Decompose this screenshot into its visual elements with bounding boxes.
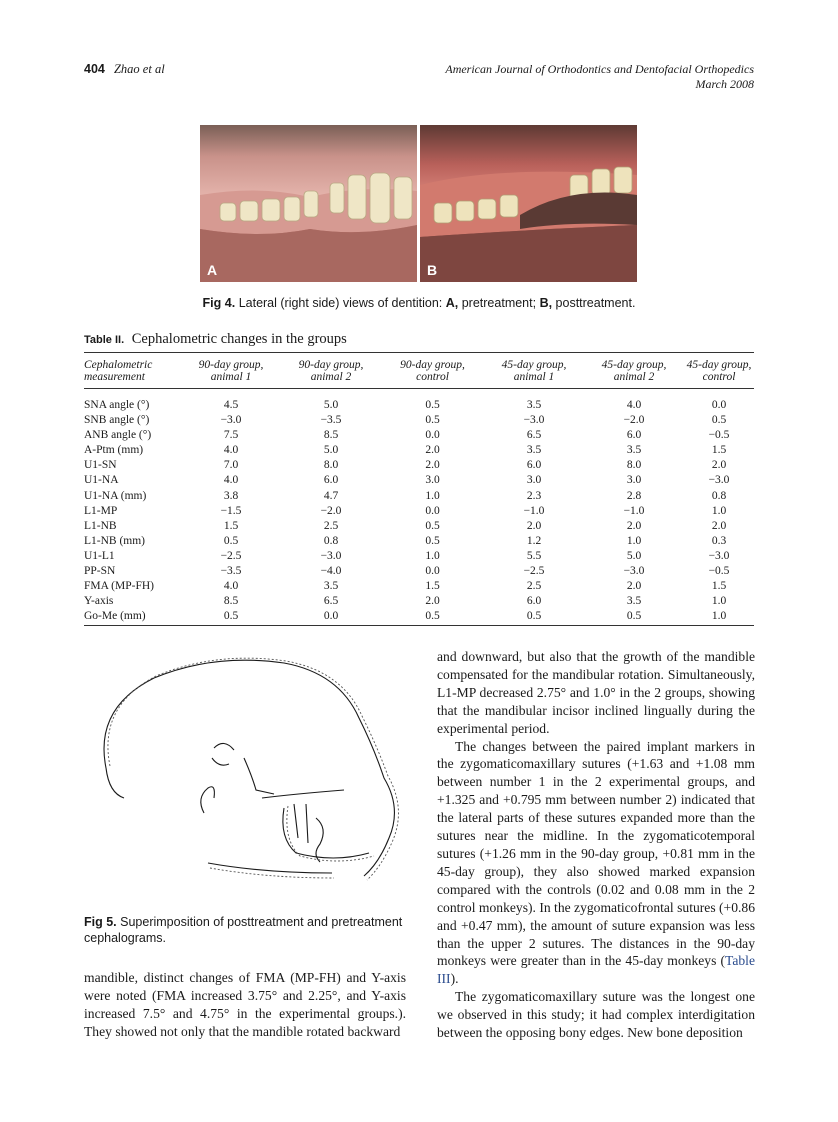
- value-cell: 6.5: [323, 595, 339, 608]
- table-row: [84, 594, 754, 609]
- measurement-label: U1-L1: [84, 549, 115, 562]
- table-caption: Cephalometric changes in the groups: [131, 331, 347, 347]
- table-header-cell: 45-day group, animal 2: [584, 353, 684, 389]
- table-reference-link[interactable]: Table III: [437, 953, 755, 987]
- cephalogram-superimposition: [84, 648, 404, 898]
- value-cell: 4.5: [223, 399, 239, 411]
- value-cell: 3.5: [626, 444, 642, 457]
- value-cell: 2.0: [526, 519, 542, 532]
- value-cell: 6.0: [323, 474, 339, 487]
- value-cell: 1.0: [684, 609, 754, 626]
- value-cell: 0.5: [711, 414, 727, 427]
- value-cell: 7.5: [223, 429, 239, 442]
- value-cell: 4.0: [223, 444, 239, 457]
- measurement-label: A-Ptm (mm): [84, 444, 144, 457]
- table-row: [84, 489, 754, 504]
- value-cell: 3.5: [526, 444, 542, 457]
- figure-4: [200, 125, 637, 282]
- value-cell: 4.0: [626, 399, 642, 411]
- table-header-cell: 90-day group, animal 2: [281, 353, 381, 389]
- measurement-label: U1-NA: [84, 474, 119, 487]
- paragraph: The zygomaticomaxillary suture was the longest one we observed in this study; it had complex interdigitation between the opposing bony edges. New bone deposition: [437, 989, 755, 1041]
- running-header-right: [445, 62, 754, 92]
- table-header-row: [84, 353, 754, 389]
- table-row: [84, 549, 754, 564]
- value-cell: −3.5: [320, 414, 342, 427]
- running-authors: Zhao et al: [113, 62, 165, 76]
- table-header-cell: 45-day group, animal 1: [484, 353, 584, 389]
- value-cell: −3.0: [220, 414, 242, 427]
- value-cell: 0.0: [281, 609, 381, 626]
- table-row: [84, 443, 754, 458]
- measurement-label: L1-NB (mm): [84, 534, 146, 547]
- value-cell: 1.0: [711, 504, 727, 517]
- table-body: [84, 389, 754, 626]
- measurement-label: SNB angle (°): [84, 414, 150, 427]
- measurement-label: U1-SN: [84, 459, 117, 472]
- figure-4-caption: Fig 4. Lateral (right side) views of dentition: A, pretreatment; B, posttreatment.: [202, 296, 636, 310]
- value-cell: 3.0: [425, 474, 440, 487]
- measurement-label: Y-axis: [84, 595, 114, 608]
- table-row: [84, 519, 754, 534]
- measurement-label: FMA (MP-FH): [84, 580, 154, 593]
- value-cell: −1.5: [220, 504, 242, 517]
- running-header-left: [84, 62, 165, 77]
- value-cell: 1.2: [526, 534, 542, 547]
- measurement-label: Go-Me (mm): [84, 609, 181, 626]
- value-cell: 1.5: [425, 580, 440, 593]
- value-cell: 2.0: [425, 595, 440, 608]
- value-cell: 2.3: [526, 489, 542, 502]
- value-cell: 7.0: [223, 459, 239, 472]
- value-cell: 0.5: [484, 609, 584, 626]
- table-row: [84, 609, 754, 626]
- value-cell: 0.5: [425, 519, 440, 532]
- value-cell: 0.5: [425, 414, 440, 427]
- value-cell: 3.8: [223, 489, 239, 502]
- measurement-label: ANB angle (°): [84, 429, 152, 442]
- value-cell: 2.0: [711, 519, 727, 532]
- value-cell: 1.0: [711, 595, 727, 608]
- value-cell: 2.5: [323, 519, 339, 532]
- value-cell: −2.5: [220, 549, 242, 562]
- value-cell: 8.5: [223, 595, 239, 608]
- panel-label-b: B: [427, 262, 438, 278]
- table-title: [84, 331, 347, 348]
- table-row: [84, 428, 754, 443]
- table-label: Table II.: [84, 334, 125, 346]
- value-cell: −1.0: [523, 504, 545, 517]
- value-cell: 1.0: [626, 534, 642, 547]
- value-cell: 6.0: [526, 459, 542, 472]
- value-cell: 2.0: [425, 444, 440, 457]
- value-cell: 8.0: [626, 459, 642, 472]
- value-cell: −1.0: [623, 504, 645, 517]
- value-cell: −3.0: [708, 549, 730, 562]
- value-cell: 3.5: [526, 399, 542, 411]
- cephalometric-table: [84, 352, 754, 626]
- figure-5-caption: Fig 5. Superimposition of posttreatment and pretreatment cephalograms.: [84, 915, 403, 945]
- value-cell: −4.0: [320, 565, 342, 578]
- panel-label-a: A: [207, 262, 218, 278]
- table-row: [84, 564, 754, 579]
- table-row: [84, 413, 754, 428]
- value-cell: 2.0: [626, 580, 642, 593]
- value-cell: 6.0: [626, 429, 642, 442]
- table-row: [84, 504, 754, 519]
- value-cell: 2.8: [626, 489, 642, 502]
- table-row: [84, 473, 754, 488]
- value-cell: 2.0: [425, 459, 440, 472]
- value-cell: 4.0: [223, 580, 239, 593]
- table-row: [84, 534, 754, 549]
- value-cell: 3.5: [323, 580, 339, 593]
- value-cell: 2.0: [711, 459, 727, 472]
- value-cell: −3.5: [220, 565, 242, 578]
- table-row: [84, 389, 754, 414]
- value-cell: 6.0: [526, 595, 542, 608]
- value-cell: −2.5: [523, 565, 545, 578]
- right-column-text: [437, 648, 755, 1042]
- table-row: [84, 579, 754, 594]
- value-cell: 0.5: [425, 534, 440, 547]
- value-cell: 0.5: [223, 534, 239, 547]
- journal-issue: March 2008: [695, 77, 754, 91]
- table-header-cell: 90-day group, control: [381, 353, 484, 389]
- value-cell: 8.0: [323, 459, 339, 472]
- measurement-label: SNA angle (°): [84, 399, 150, 411]
- value-cell: 3.0: [526, 474, 542, 487]
- left-column-text: [84, 969, 406, 1041]
- value-cell: −0.5: [708, 565, 730, 578]
- journal-title: American Journal of Orthodontics and Dentofacial Orthopedics: [445, 62, 754, 76]
- table-header-cell: 45-day group, control: [684, 353, 754, 389]
- value-cell: 1.0: [425, 549, 440, 562]
- value-cell: 3.0: [626, 474, 642, 487]
- table-row: [84, 458, 754, 473]
- value-cell: −3.0: [623, 565, 645, 578]
- dentition-photo-pretreatment: [200, 125, 417, 282]
- value-cell: −3.0: [523, 414, 545, 427]
- value-cell: 0.0: [425, 504, 440, 517]
- teeth-illustration-b: [420, 125, 637, 282]
- value-cell: 2.5: [526, 580, 542, 593]
- value-cell: 1.5: [711, 444, 727, 457]
- value-cell: 5.0: [323, 444, 339, 457]
- value-cell: 0.5: [381, 609, 484, 626]
- value-cell: 0.5: [584, 609, 684, 626]
- table-header-cell: 90-day group, animal 1: [181, 353, 281, 389]
- teeth-illustration-a: [200, 125, 417, 282]
- paragraph: mandible, distinct changes of FMA (MP-FH) and Y-axis were noted (FMA increased 3.75° and 2.25°, and Y-axis increased 7.5° and 4.75° in the experimental groups.). They showed not only that the mandible rotated backward: [84, 970, 406, 1039]
- value-cell: 0.0: [425, 429, 440, 442]
- value-cell: 6.5: [526, 429, 542, 442]
- value-cell: 8.5: [323, 429, 339, 442]
- value-cell: 1.5: [223, 519, 239, 532]
- value-cell: −3.0: [708, 474, 730, 487]
- value-cell: 0.5: [181, 609, 281, 626]
- value-cell: 4.0: [223, 474, 239, 487]
- value-cell: 2.0: [626, 519, 642, 532]
- paragraph: The changes between the paired implant markers in the zygomaticomaxillary sutures (+1.63 and +1.08 mm between number 1 in the 2 experimental groups, and +1.325 and +0.795 mm between number 2) indicated that the lateral parts of these sutures expanded more than the sutures near the midline. In the zygomaticotemporal sutures (+1.26 mm in the 90-day group, +0.81 mm in the 45-day group), they also showed marked expansion compared with the controls (0.02 and 0.08 mm in the 2 control monkeys). In the zygomaticofrontal sutures (+0.86 and +0.47 mm), the amount of suture expansion was less than the upper 2 sutures. The distances in the 90-day monkeys were greater than in the 45-day monkeys (Table III).: [437, 738, 755, 987]
- value-cell: −2.0: [320, 504, 342, 517]
- figure-5: [84, 648, 404, 898]
- value-cell: 5.5: [526, 549, 542, 562]
- table-header-cell: Cephalometric measurement: [84, 353, 181, 389]
- page-number: 404: [84, 62, 105, 76]
- measurement-label: U1-NA (mm): [84, 489, 147, 502]
- value-cell: −0.5: [708, 429, 730, 442]
- measurement-label: PP-SN: [84, 565, 116, 578]
- value-cell: 5.0: [323, 399, 339, 411]
- measurement-label: L1-NB: [84, 519, 117, 532]
- value-cell: 0.3: [711, 534, 727, 547]
- measurement-label: L1-MP: [84, 504, 118, 517]
- value-cell: 3.5: [626, 595, 642, 608]
- value-cell: 0.8: [711, 489, 727, 502]
- value-cell: −3.0: [320, 549, 342, 562]
- paragraph: and downward, but also that the growth of the mandible compensated for the mandibular rotation. Simultaneously, L1-MP decreased 2.75° and 1.0° in the 2 groups, showing that the mandibular incisor inclined lingually during the experimental period.: [437, 649, 755, 736]
- value-cell: 0.0: [711, 399, 727, 411]
- value-cell: 1.5: [711, 580, 727, 593]
- value-cell: 4.7: [323, 489, 339, 502]
- value-cell: 0.8: [323, 534, 339, 547]
- dentition-photo-posttreatment: [420, 125, 637, 282]
- value-cell: 1.0: [425, 489, 440, 502]
- value-cell: 5.0: [626, 549, 642, 562]
- value-cell: 0.0: [425, 565, 440, 578]
- value-cell: −2.0: [623, 414, 645, 427]
- value-cell: 0.5: [425, 399, 440, 411]
